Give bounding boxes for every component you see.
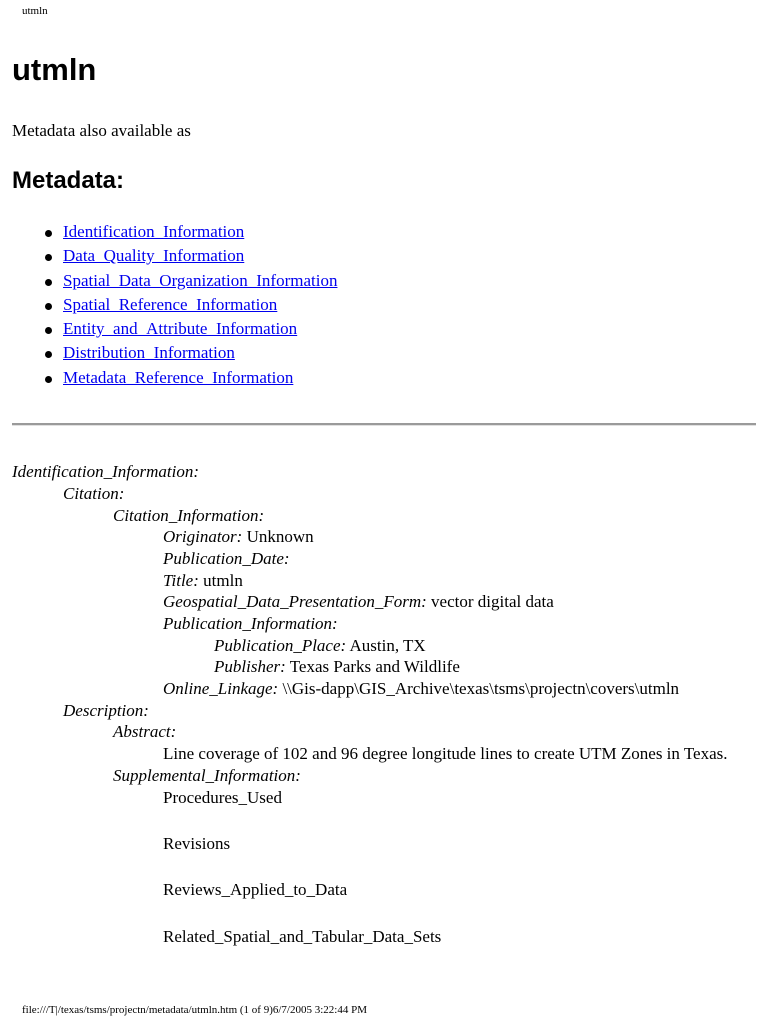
abstract-label: Abstract: xyxy=(113,722,177,741)
geospatial-form-label: Geospatial_Data_Presentation_Form: xyxy=(163,592,427,611)
abstract-text: Line coverage of 102 and 96 degree longitude lines to create UTM Zones in Texas. xyxy=(163,744,728,763)
citation-information-label: Citation_Information: xyxy=(113,506,265,525)
description-row xyxy=(63,701,149,721)
toc-link-data-quality[interactable]: Data_Quality_Information xyxy=(63,246,245,266)
toc-link-spatial-data-organization[interactable]: Spatial_Data_Organization_Information xyxy=(63,270,338,290)
toc-item xyxy=(20,244,337,268)
bullet-icon xyxy=(45,327,52,334)
toc-link-distribution[interactable]: Distribution_Information xyxy=(63,343,235,363)
online-linkage-label: Online_Linkage: xyxy=(163,679,279,698)
toc-link-spatial-reference[interactable]: Spatial_Reference_Information xyxy=(63,294,278,314)
citation-information-row xyxy=(113,506,264,526)
toc-link-metadata-reference[interactable]: Metadata_Reference_Information xyxy=(63,367,294,387)
originator-label: Originator: xyxy=(163,527,243,546)
publication-place-row xyxy=(214,636,426,656)
supplemental-item: Related_Spatial_and_Tabular_Data_Sets xyxy=(163,927,442,946)
title-value: utmln xyxy=(203,571,243,590)
title-label: Title: xyxy=(163,571,199,590)
bullet-icon xyxy=(45,303,52,310)
geospatial-form-value: vector digital data xyxy=(431,592,554,611)
identification-heading xyxy=(12,462,199,482)
online-linkage-row xyxy=(163,679,679,699)
publication-date-row xyxy=(163,549,290,569)
identification-label: Identification_Information: xyxy=(12,462,199,481)
publisher-row xyxy=(214,657,460,677)
toc-link-entity-attribute[interactable]: Entity_and_Attribute_Information xyxy=(63,319,298,339)
publication-information-row xyxy=(163,614,338,634)
section-divider xyxy=(12,423,756,426)
toc-item xyxy=(20,293,337,317)
description-label: Description: xyxy=(63,701,149,720)
bullet-icon xyxy=(45,351,52,358)
print-header-title: utmln xyxy=(22,5,48,17)
originator-row xyxy=(163,527,314,547)
toc-item xyxy=(20,220,337,244)
supplemental-item: Revisions xyxy=(163,834,231,853)
title-row xyxy=(163,571,243,591)
publication-information-label: Publication_Information: xyxy=(163,614,338,633)
publication-place-value: Austin, TX xyxy=(349,636,426,655)
abstract-row xyxy=(113,722,176,742)
supplemental-information-label: Supplemental_Information: xyxy=(113,766,301,785)
toc-item xyxy=(20,269,337,293)
bullet-icon xyxy=(45,254,52,261)
originator-value: Unknown xyxy=(246,527,314,546)
supplemental-item: Reviews_Applied_to_Data xyxy=(163,880,348,899)
bullet-icon xyxy=(45,279,52,286)
page-title: utmln xyxy=(12,52,97,87)
supplemental-information-row xyxy=(113,766,301,786)
toc-item xyxy=(20,341,337,365)
publication-place-label: Publication_Place: xyxy=(214,636,347,655)
metadata-heading: Metadata: xyxy=(12,167,125,194)
geospatial-form-row xyxy=(163,592,554,612)
citation-row xyxy=(63,484,124,504)
online-linkage-value: \\Gis-dapp\GIS_Archive\texas\tsms\projectn\covers\utmln xyxy=(282,679,680,698)
print-footer-path: file:///T|/texas/tsms/projectn/metadata/utmln.htm (1 of 9)6/7/2005 3:22:44 PM xyxy=(22,1004,367,1016)
supplemental-item: Procedures_Used xyxy=(163,788,282,807)
publisher-label: Publisher: xyxy=(214,657,286,676)
metadata-also-available-text: Metadata also available as xyxy=(12,121,191,140)
toc-item xyxy=(20,317,337,341)
publication-date-label: Publication_Date: xyxy=(163,549,290,568)
metadata-toc-list xyxy=(20,220,337,390)
toc-link-identification[interactable]: Identification_Information xyxy=(63,222,245,241)
citation-label: Citation: xyxy=(63,484,125,503)
toc-item xyxy=(20,366,337,390)
publisher-value: Texas Parks and Wildlife xyxy=(289,657,460,676)
bullet-icon xyxy=(45,376,52,383)
bullet-icon xyxy=(45,230,52,237)
